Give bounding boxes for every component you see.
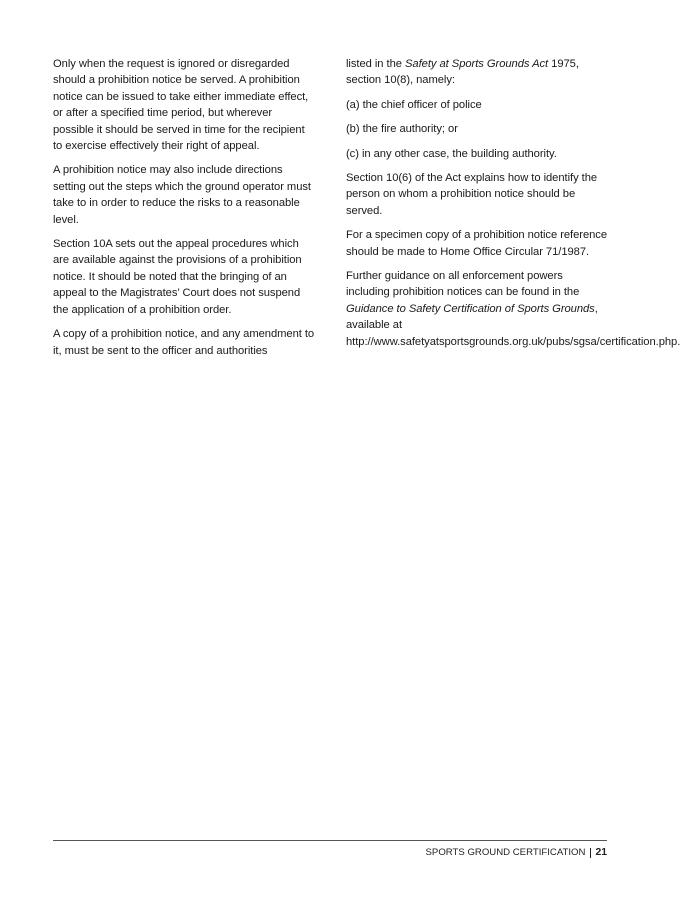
text-run: listed in the — [346, 58, 406, 70]
guidance-title: Guidance to Safety Certification of Sports Grounds — [346, 302, 595, 315]
paragraph: Section 10A sets out the appeal procedures which are available against the provisions of a prohibition notice. It should be noted that the bringing of an appeal to the Magistrates’ Court does not suspend the application of a prohibition order. — [53, 238, 302, 316]
text-run: , available at http://www.safetyatsportsgrounds.org.uk/pubs/sgsa/certification.php. — [346, 302, 680, 348]
list-item: (a) the chief officer of police — [346, 98, 482, 111]
act-title: Safety at Sports Grounds Act — [405, 58, 549, 70]
paragraph: A prohibition notice may also include directions setting out the steps which the ground operator must take to in order to reduce the risks to a reasonable level. — [53, 164, 311, 226]
paragraph — [346, 268, 680, 350]
page-number: 21 — [595, 847, 607, 858]
paragraph: Section 10(6) of the Act explains how to identify the person on whom a prohibition notice should be served. — [346, 172, 598, 217]
page-footer — [426, 847, 607, 859]
paragraph: Only when the request is ignored or disregarded should a prohibition notice be served. A prohibition notice can be issued to take either immediate effect, or after a specified time period, but wherever possible it should be served in time for the recipient to exercise effectively their right of appeal. — [53, 58, 309, 153]
list-item: (c) in any other case, the building authority. — [346, 147, 557, 160]
footer-separator — [590, 848, 591, 858]
paragraph — [346, 56, 608, 89]
paragraph: For a specimen copy of a prohibition notice reference should be made to Home Office Circular 71/1987. — [346, 229, 608, 258]
left-column — [53, 56, 315, 367]
text-run: 1975, section 10(8), namely: — [346, 58, 579, 87]
footer-rule — [53, 840, 607, 841]
text-run: Further guidance on all enforcement powers including prohibition notices can be found in the — [346, 270, 580, 299]
right-column — [346, 56, 680, 358]
list-item: (b) the fire authority; or — [346, 123, 458, 136]
paragraph: A copy of a prohibition notice, and any amendment to it, must be sent to the officer and authorities — [53, 328, 315, 357]
footer-section-title: SPORTS GROUND CERTIFICATION — [425, 847, 586, 858]
